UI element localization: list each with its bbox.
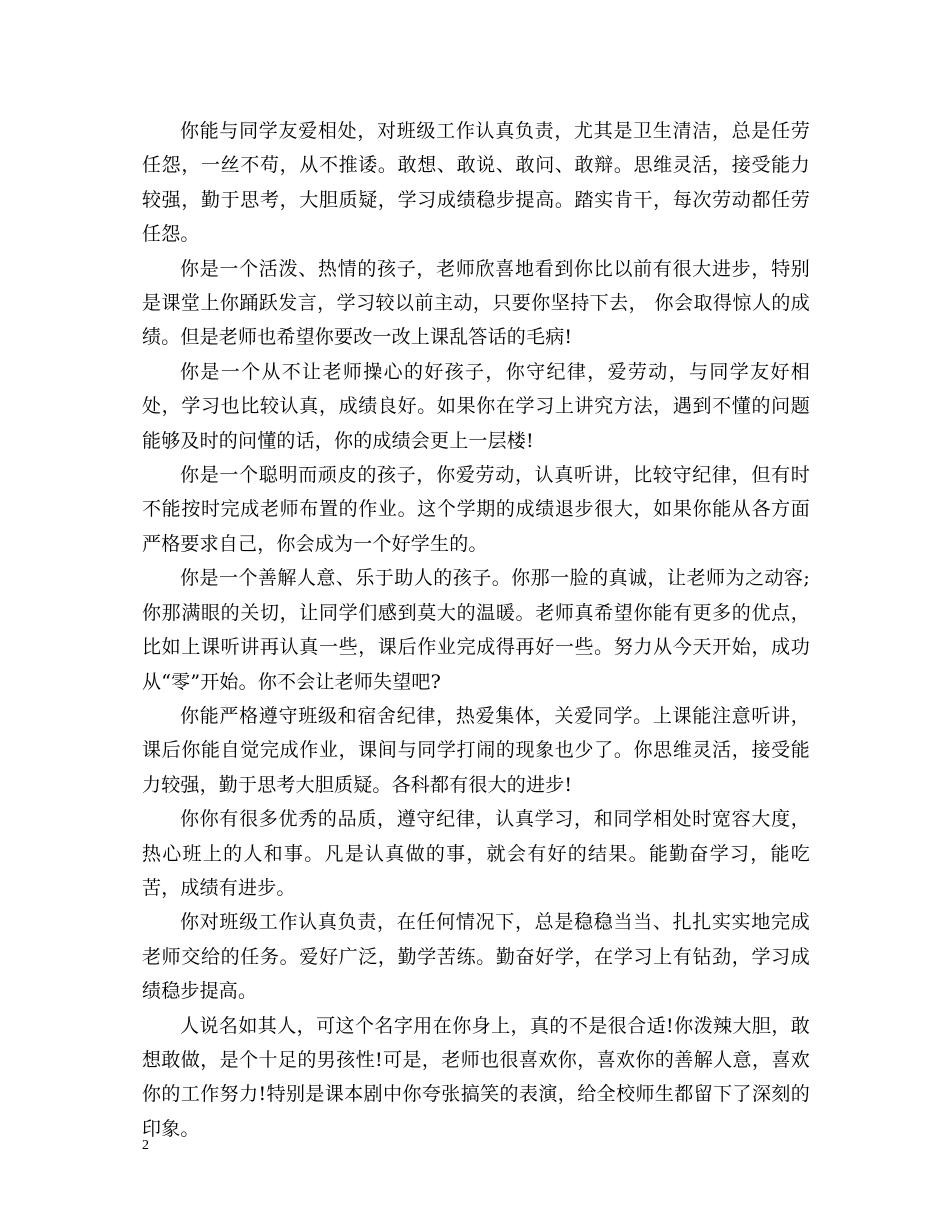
paragraph-5: 你是一个善解人意、乐于助人的孩子。你那一脸的真诚，让老师为之动容;你那满眼的关切，让同学们感到莫大的温暖。老师真希望你能有更多的优点，比如上课听讲再认真一些，课后作业完成得再好一些。努力从今天开始，成功从“零”开始。你不会让老师失望吧?: [142, 567, 810, 693]
paragraph-2: 你是一个活泼、热情的孩子，老师欣喜地看到你比以前有很大进步，特别是课堂上你踊跃发言，学习较以前主动，只要你坚持下去， 你会取得惊人的成绩。但是老师也希望你要改一改上课乱答话的毛病!: [142, 257, 810, 349]
paragraph-7: 你你有很多优秀的品质，遵守纪律，认真学习，和同学相处时宽容大度，热心班上的人和事。凡是认真做的事，就会有好的结果。能勤奋学习，能吃苦，成绩有进步。: [142, 808, 810, 899]
paragraph-9: 人说名如其人，可这个名字用在你身上，真的不是很合适!你泼辣大胆，敢想敢做，是个十足的男孩性!可是，老师也很喜欢你，喜欢你的善解人意，喜欢你的工作努力!特别是课本剧中你夸张搞笑的表演，给全校师生都留下了深刻的印象。: [142, 1014, 810, 1140]
paragraph-8: 你对班级工作认真负责，在任何情况下，总是稳稳当当、扎扎实实地完成老师交给的任务。爱好广泛，勤学苦练。勤奋好学，在学习上有钻劲，学习成绩稳步提高。: [142, 911, 810, 1003]
document-body: [142, 114, 810, 1146]
page-number: 2: [142, 1138, 149, 1153]
paragraph-1: 你能与同学友爱相处，对班级工作认真负责，尤其是卫生清洁，总是任劳任怨，一丝不苟，从不推诿。敢想、敢说、敢问、敢辩。思维灵活，接受能力较强，勤于思考，大胆质疑，学习成绩稳步提高。踏实肯干，每次劳动都任劳任怨。: [142, 120, 810, 246]
paragraph-6: 你能严格遵守班级和宿舍纪律，热爱集体，关爱同学。上课能注意听讲，课后你能自觉完成作业，课间与同学打闹的现象也少了。你思维灵活，接受能力较强，勤于思考大胆质疑。各科都有很大的进步!: [142, 704, 810, 796]
paragraph-3: 你是一个从不让老师操心的好孩子，你守纪律，爱劳动，与同学友好相处，学习也比较认真，成绩良好。如果你在学习上讲究方法，遇到不懂的问题能够及时的问懂的话，你的成绩会更上一层楼!: [142, 360, 810, 452]
paragraph-4: 你是一个聪明而顽皮的孩子，你爱劳动，认真听讲，比较守纪律，但有时不能按时完成老师布置的作业。这个学期的成绩退步很大，如果你能从各方面严格要求自己，你会成为一个好学生的。: [142, 464, 810, 555]
